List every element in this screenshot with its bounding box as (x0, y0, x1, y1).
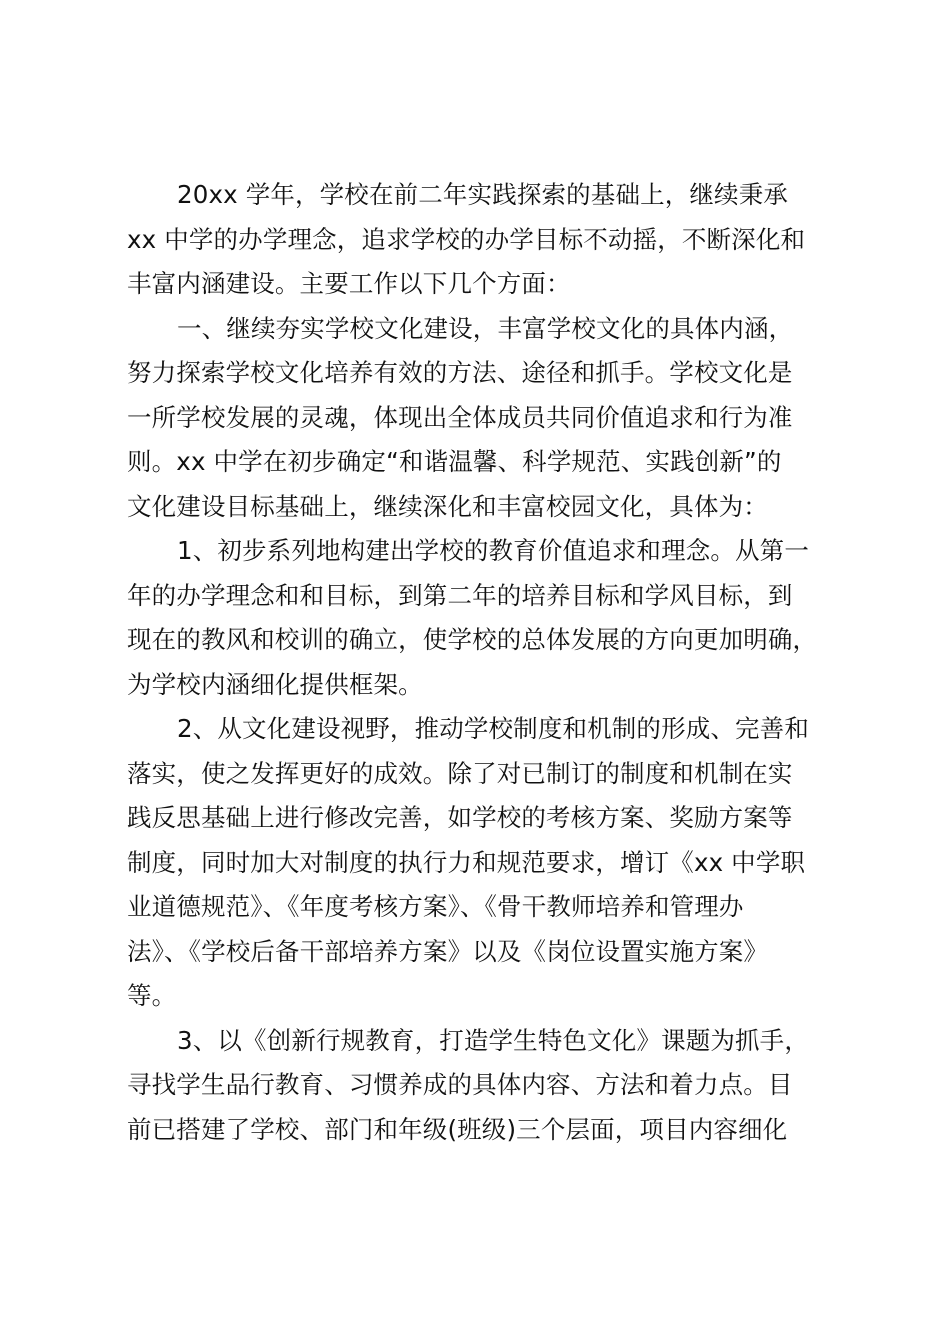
text-line-14: 落实，使之发挥更好的成效。除了对已制订的制度和机制在实 (127, 759, 793, 788)
text-line-19: 等。 (127, 981, 177, 1010)
text-line-7: 则。xx 中学在初步确定“和谐温馨、科学规范、实践创新”的 (127, 447, 782, 476)
text-line-13: 2、从文化建设视野，推动学校制度和机制的形成、完善和 (177, 714, 809, 743)
text-line-9: 1、初步系列地构建出学校的教育价值追求和理念。从第一 (177, 536, 809, 565)
text-line-4: 一、继续夯实学校文化建设，丰富学校文化的具体内涵， (177, 314, 794, 343)
text-line-16: 制度，同时加大对制度的执行力和规范要求，增订《xx 中学职 (127, 848, 806, 877)
text-line-22: 前已搭建了学校、部门和年级(班级)三个层面，项目内容细化 (127, 1115, 788, 1144)
text-line-3: 丰富内涵建设。主要工作以下几个方面： (127, 269, 571, 298)
text-line-10: 年的办学理念和和目标，到第二年的培养目标和学风目标，到 (127, 581, 793, 610)
text-line-20: 3、以《创新行规教育，打造学生特色文化》课题为抓手， (177, 1026, 809, 1055)
text-line-6: 一所学校发展的灵魂，体现出全体成员共同价值追求和行为准 (127, 403, 793, 432)
text-line-17: 业道德规范》、《年度考核方案》、《骨干教师培养和管理办 (127, 892, 744, 921)
text-line-1: 20xx 学年，学校在前二年实践探索的基础上，继续秉承 (177, 180, 789, 209)
text-line-15: 践反思基础上进行修改完善，如学校的考核方案、奖励方案等 (127, 803, 793, 832)
text-line-2: xx 中学的办学理念，追求学校的办学目标不动摇，不断深化和 (127, 225, 806, 254)
text-line-12: 为学校内涵细化提供框架。 (127, 670, 423, 699)
text-line-8: 文化建设目标基础上，继续深化和丰富校园文化，具体为： (127, 492, 768, 521)
text-line-11: 现在的教风和校训的确立，使学校的总体发展的方向更加明确， (127, 625, 818, 654)
text-line-18: 法》、《学校后备干部培养方案》以及《岗位设置实施方案》 (127, 937, 769, 966)
text-line-21: 寻找学生品行教育、习惯养成的具体内容、方法和着力点。目 (127, 1070, 793, 1099)
text-line-5: 努力探索学校文化培养有效的方法、途径和抓手。学校文化是 (127, 358, 793, 387)
